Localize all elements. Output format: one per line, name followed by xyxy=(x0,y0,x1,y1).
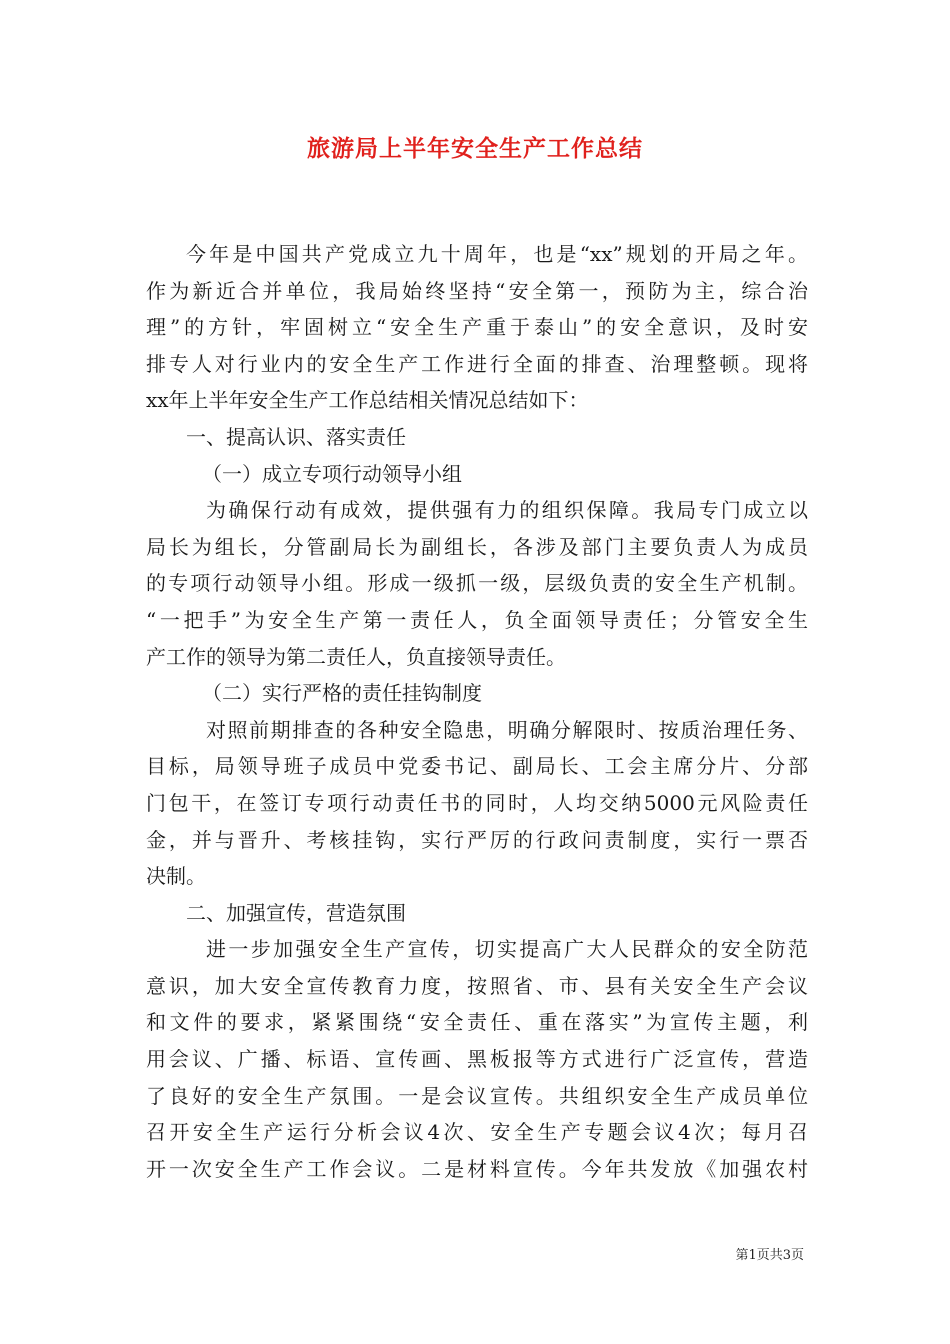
paragraph-line: 和文件的要求，紧紧围绕“安全责任、重在落实”为宣传主题，利 xyxy=(146,1010,808,1035)
section-heading: 一、提高认识、落实责任 xyxy=(186,424,406,449)
paragraph-line: 局长为组长，分管副局长为副组长，各涉及部门主要负责人为成员 xyxy=(146,534,808,559)
paragraph-line: 金，并与晋升、考核挂钩，实行严厉的行政问责制度，实行一票否 xyxy=(146,827,808,852)
paragraph-line: 了良好的安全生产氛围。一是会议宣传。共组织安全生产成员单位 xyxy=(146,1083,808,1108)
paragraph-line: 决制。 xyxy=(146,864,206,889)
paragraph-line: 用会议、广播、标语、宣传画、黑板报等方式进行广泛宣传，营造 xyxy=(146,1047,808,1072)
paragraph-line: 作为新近合并单位，我局始终坚持“安全第一，预防为主，综合治 xyxy=(146,278,808,303)
subsection-heading: （一）成立专项行动领导小组 xyxy=(202,461,462,486)
paragraph-line: 开一次安全生产工作会议。二是材料宣传。今年共发放《加强农村 xyxy=(146,1156,808,1181)
paragraph-line: 目标，局领导班子成员中党委书记、副局长、工会主席分片、分部 xyxy=(146,754,808,779)
document-title: 旅游局上半年安全生产工作总结 xyxy=(307,135,643,162)
subsection-heading: （二）实行严格的责任挂钩制度 xyxy=(202,681,482,706)
paragraph-line: “一把手”为安全生产第一责任人，负全面领导责任；分管安全生 xyxy=(146,607,808,632)
paragraph-line: 意识，加大安全宣传教育力度，按照省、市、县有关安全生产会议 xyxy=(146,973,808,998)
paragraph-line: xx年上半年安全生产工作总结相关情况总结如下： xyxy=(146,388,589,413)
paragraph-line: 产工作的领导为第二责任人，负直接领导责任。 xyxy=(146,644,566,669)
paragraph-line: 今年是中国共产党成立九十周年，也是“xx”规划的开局之年。 xyxy=(186,242,808,266)
paragraph-line: 排专人对行业内的安全生产工作进行全面的排查、治理整顿。现将 xyxy=(146,351,808,376)
paragraph-line: 进一步加强安全生产宣传，切实提高广大人民群众的安全防范 xyxy=(206,937,808,962)
paragraph-line: 的专项行动领导小组。形成一级抓一级，层级负责的安全生产机制。 xyxy=(146,571,808,596)
paragraph-line: 为确保行动有成效，提供强有力的组织保障。我局专门成立以 xyxy=(206,498,808,523)
paragraph-line: 门包干，在签订专项行动责任书的同时，人均交纳5000元风险责任 xyxy=(146,790,808,815)
paragraph-line: 理”的方针，牢固树立“安全生产重于泰山”的安全意识，及时安 xyxy=(146,315,808,340)
paragraph-line: 召开安全生产运行分析会议4次、安全生产专题会议4次；每月召 xyxy=(146,1120,808,1145)
paragraph-line: 对照前期排查的各种安全隐患，明确分解限时、按质治理任务、 xyxy=(206,717,808,742)
section-heading: 二、加强宣传，营造氛围 xyxy=(186,900,406,925)
document-body xyxy=(146,236,808,1187)
page-number: 第1页共3页 xyxy=(735,1248,804,1263)
